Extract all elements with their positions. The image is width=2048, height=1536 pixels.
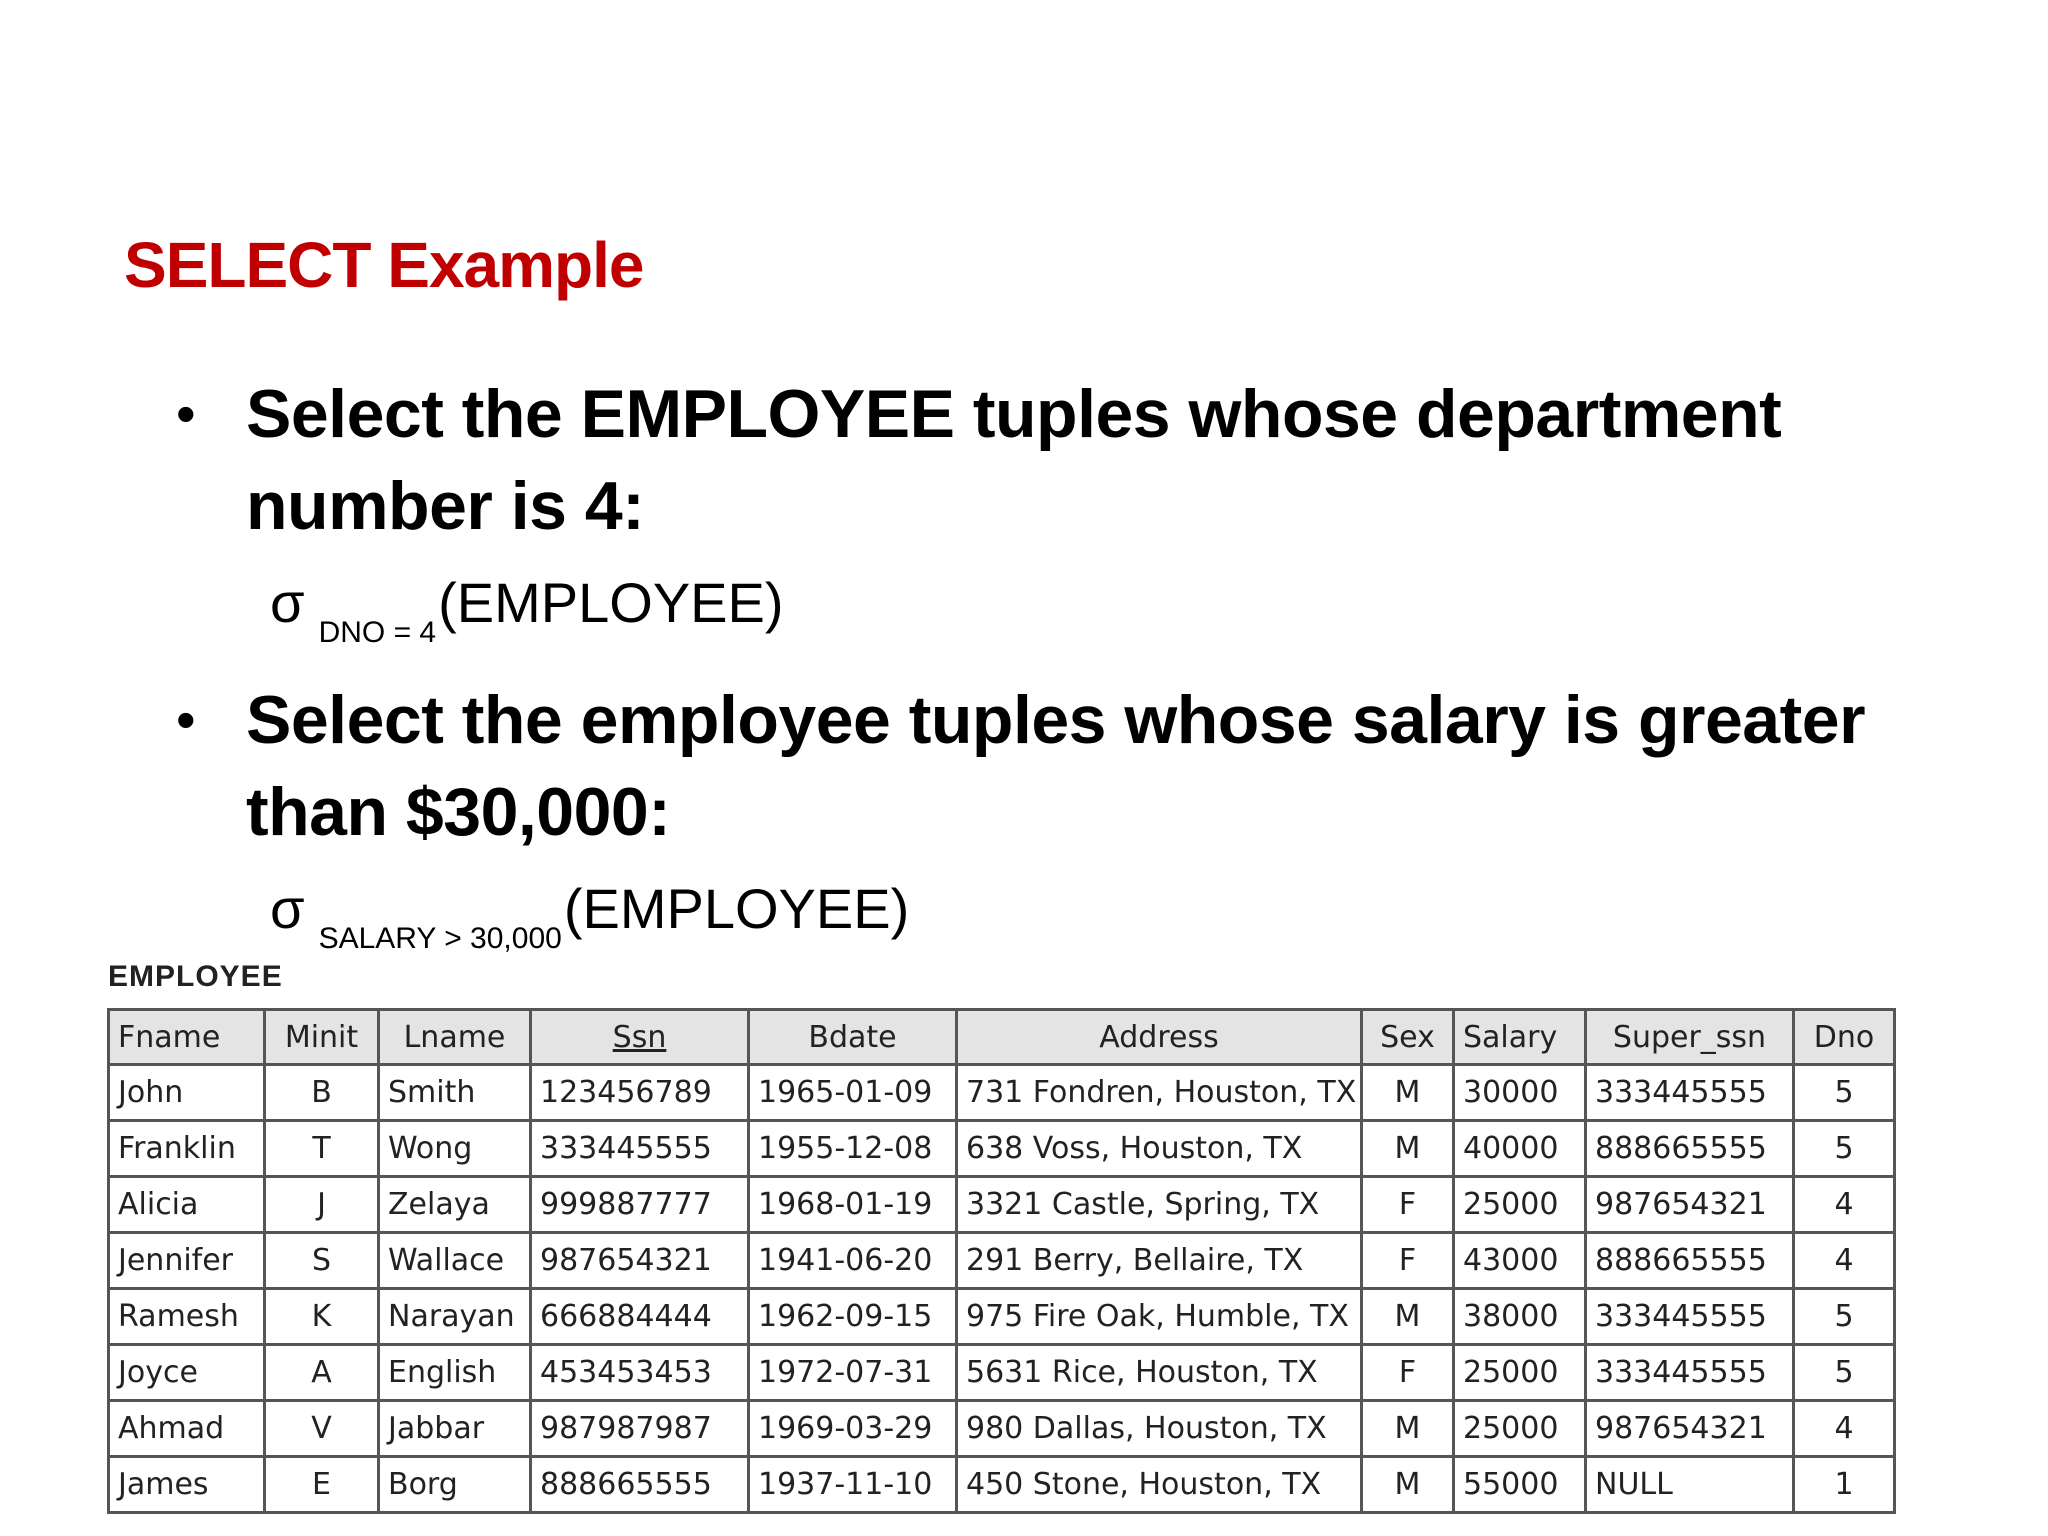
formula-subscript: SALARY > 30,000 (318, 922, 562, 955)
table-cell: F (1362, 1233, 1454, 1289)
bullet-dot: • (176, 688, 196, 751)
table-cell: Joyce (109, 1345, 265, 1401)
table-cell: Borg (379, 1457, 531, 1513)
table-cell: 987987987 (531, 1401, 749, 1457)
table-cell: 5 (1794, 1065, 1895, 1121)
table-cell: 4 (1794, 1177, 1895, 1233)
table-cell: 999887777 (531, 1177, 749, 1233)
table-cell: Jabbar (379, 1401, 531, 1457)
table-cell: 987654321 (531, 1233, 749, 1289)
table-cell: 43000 (1454, 1233, 1586, 1289)
bullet-text: Select the EMPLOYEE tuples whose department number is 4: (246, 376, 1782, 544)
table-cell: K (265, 1289, 379, 1345)
table-cell: 25000 (1454, 1345, 1586, 1401)
table-cell: 1955-12-08 (749, 1121, 957, 1177)
bullet-text: Select the employee tuples whose salary is greater than $30,000: (246, 682, 1866, 850)
table-cell: 38000 (1454, 1289, 1586, 1345)
column-header: Ssn (531, 1010, 749, 1065)
table-cell: 291 Berry, Bellaire, TX (957, 1233, 1362, 1289)
table-cell: M (1362, 1065, 1454, 1121)
table-cell: James (109, 1457, 265, 1513)
selection-formula-dno (270, 568, 784, 648)
table-cell: 333445555 (1586, 1345, 1794, 1401)
table-cell: Wong (379, 1121, 531, 1177)
table-cell: 987654321 (1586, 1401, 1794, 1457)
table-cell: 333445555 (531, 1121, 749, 1177)
table-cell: 55000 (1454, 1457, 1586, 1513)
table-cell: 1962-09-15 (749, 1289, 957, 1345)
bullet-dot: • (176, 382, 196, 445)
table-cell: 888665555 (1586, 1233, 1794, 1289)
table-cell: 333445555 (1586, 1065, 1794, 1121)
table-cell: 1972-07-31 (749, 1345, 957, 1401)
table-cell: 25000 (1454, 1177, 1586, 1233)
column-header: Bdate (749, 1010, 957, 1065)
table-cell: Jennifer (109, 1233, 265, 1289)
table-cell: 453453453 (531, 1345, 749, 1401)
table-cell: 1937-11-10 (749, 1457, 957, 1513)
table-cell: 731 Fondren, Houston, TX (957, 1065, 1362, 1121)
sigma-symbol: σ (270, 877, 305, 940)
column-header: Dno (1794, 1010, 1895, 1065)
table-cell: NULL (1586, 1457, 1794, 1513)
table-cell: 4 (1794, 1233, 1895, 1289)
table-row (109, 1289, 1895, 1345)
table-cell: 5631 Rice, Houston, TX (957, 1345, 1362, 1401)
table-row (109, 1065, 1895, 1121)
table-cell: 5 (1794, 1289, 1895, 1345)
column-header: Fname (109, 1010, 265, 1065)
formula-relation: (EMPLOYEE) (563, 877, 910, 940)
table-row (109, 1457, 1895, 1513)
column-header: Sex (1362, 1010, 1454, 1065)
table-cell: 450 Stone, Houston, TX (957, 1457, 1362, 1513)
table-cell: F (1362, 1177, 1454, 1233)
sigma-symbol: σ (270, 571, 305, 634)
column-header: Super_ssn (1586, 1010, 1794, 1065)
table-cell: M (1362, 1289, 1454, 1345)
table-body (109, 1065, 1895, 1513)
table-cell: V (265, 1401, 379, 1457)
table-cell: A (265, 1345, 379, 1401)
table-caption: EMPLOYEE (108, 960, 283, 993)
table-header-row (109, 1010, 1895, 1065)
table-cell: M (1362, 1121, 1454, 1177)
table-cell: 123456789 (531, 1065, 749, 1121)
slide-title: SELECT Example (124, 229, 644, 301)
table-cell: F (1362, 1345, 1454, 1401)
column-header: Salary (1454, 1010, 1586, 1065)
table-cell: 25000 (1454, 1401, 1586, 1457)
table-cell: 1965-01-09 (749, 1065, 957, 1121)
table-row (109, 1121, 1895, 1177)
table-cell: 40000 (1454, 1121, 1586, 1177)
table-cell: 638 Voss, Houston, TX (957, 1121, 1362, 1177)
table-cell: John (109, 1065, 265, 1121)
table-cell: 1969-03-29 (749, 1401, 957, 1457)
table-cell: Alicia (109, 1177, 265, 1233)
table-row (109, 1345, 1895, 1401)
table-cell: 975 Fire Oak, Humble, TX (957, 1289, 1362, 1345)
table-cell: 980 Dallas, Houston, TX (957, 1401, 1362, 1457)
formula-relation: (EMPLOYEE) (438, 571, 784, 634)
table-cell: E (265, 1457, 379, 1513)
table-cell: Smith (379, 1065, 531, 1121)
table-cell: 4 (1794, 1401, 1895, 1457)
table-cell: T (265, 1121, 379, 1177)
table-cell: Ahmad (109, 1401, 265, 1457)
table-cell: 666884444 (531, 1289, 749, 1345)
table-cell: English (379, 1345, 531, 1401)
column-header: Address (957, 1010, 1362, 1065)
table-cell: Franklin (109, 1121, 265, 1177)
table-cell: Zelaya (379, 1177, 531, 1233)
formula-subscript: DNO = 4 (318, 616, 437, 649)
table-cell: 888665555 (1586, 1121, 1794, 1177)
table-cell: 1968-01-19 (749, 1177, 957, 1233)
table-cell: 5 (1794, 1345, 1895, 1401)
table-cell: B (265, 1065, 379, 1121)
table-cell: 888665555 (531, 1457, 749, 1513)
table-cell: Narayan (379, 1289, 531, 1345)
selection-formula-salary (270, 874, 909, 954)
employee-table (107, 1008, 1896, 1514)
table-cell: 1 (1794, 1457, 1895, 1513)
column-header: Minit (265, 1010, 379, 1065)
table-cell: 30000 (1454, 1065, 1586, 1121)
table-row (109, 1401, 1895, 1457)
table-cell: Ramesh (109, 1289, 265, 1345)
table-cell: S (265, 1233, 379, 1289)
table-cell: 3321 Castle, Spring, TX (957, 1177, 1362, 1233)
table-cell: M (1362, 1401, 1454, 1457)
table-cell: 987654321 (1586, 1177, 1794, 1233)
table-cell: 333445555 (1586, 1289, 1794, 1345)
table-cell: M (1362, 1457, 1454, 1513)
table-cell: J (265, 1177, 379, 1233)
table-cell: Wallace (379, 1233, 531, 1289)
table-cell: 1941-06-20 (749, 1233, 957, 1289)
column-header: Lname (379, 1010, 531, 1065)
table-cell: 5 (1794, 1121, 1895, 1177)
table-row (109, 1233, 1895, 1289)
table-row (109, 1177, 1895, 1233)
